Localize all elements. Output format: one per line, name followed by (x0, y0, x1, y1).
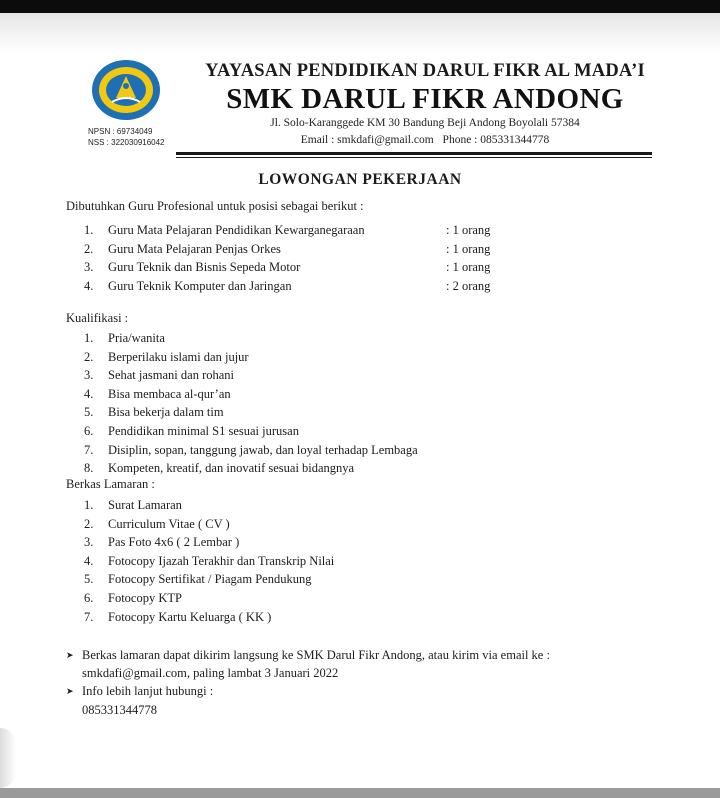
header-rule-thin (176, 157, 652, 158)
school-contact (190, 134, 660, 146)
school-name: SMK DARUL FIKR ANDONG (226, 83, 624, 115)
documents-list (84, 496, 334, 626)
list-item: 2. Curriculum Vitae ( CV ) (84, 516, 230, 531)
school-emblem-icon (90, 58, 162, 122)
contact-phone: 085331344778 (82, 703, 157, 717)
list-item: 5. Fotocopy Sertifikat / Piagam Pendukung (84, 572, 312, 587)
school-address: Jl. Solo-Karanggede KM 30 Bandung Beji Andong Boyolali 57384 (270, 117, 580, 129)
documents-heading: Berkas Lamaran : (66, 477, 155, 491)
positions-list (84, 221, 491, 295)
list-item: 3. Guru Teknik dan Bisnis Sepeda Motor : 1 orang (84, 260, 491, 275)
list-item: 4. Guru Teknik Komputer dan Jaringan : 2 orang (84, 278, 491, 293)
list-item: 7. Disiplin, sopan, tanggung jawab, dan loyal terhadap Lembaga (84, 442, 418, 457)
intro-text: Dibutuhkan Guru Profesional untuk posisi sebagai berikut : (66, 199, 364, 213)
list-item: 2. Berperilaku islami dan jujur (84, 349, 249, 364)
list-item: 1. Surat Lamaran (84, 498, 182, 512)
submission-deadline: smkdafi@gmail.com, paling lambat 3 Januari 2022 (82, 666, 339, 680)
foundation-name: YAYASAN PENDIDIKAN DARUL FIKR AL MADA’I (205, 61, 645, 81)
email-text: Email : smkdafi@gmail.com (300, 134, 434, 146)
arrow-bullet-icon: ➤ (66, 686, 74, 696)
qualifications-list (84, 329, 418, 478)
list-item: 4. Bisa membaca al-qur’an (84, 386, 231, 401)
list-item: 5. Bisa bekerja dalam tim (84, 405, 224, 420)
top-shadow (0, 13, 720, 53)
submission-note: ➤ Berkas lamaran dapat dikirim langsung ke SMK Darul Fikr Andong, atau kirim via email ke : (66, 648, 550, 662)
school-ids (88, 126, 165, 148)
qualifications-heading: Kualifikasi : (66, 311, 129, 325)
list-item: 6. Pendidikan minimal S1 sesuai jurusan (84, 423, 299, 438)
list-item: 6. Fotocopy KTP (84, 590, 182, 605)
nss-text: NSS : 322030916042 (88, 138, 165, 147)
status-bar (0, 0, 720, 13)
list-item: 7. Fotocopy Kartu Keluarga ( KK ) (84, 609, 272, 624)
list-item: 8. Kompeten, kreatif, dan inovatif sesuai bidangnya (84, 461, 355, 476)
page-edge-shadow (0, 728, 16, 788)
bottom-bar (0, 788, 720, 798)
page-title: LOWONGAN PEKERJAAN (258, 171, 462, 188)
list-item: 4. Fotocopy Ijazah Terakhir dan Transkrip Nilai (84, 553, 335, 568)
info-note: ➤ Info lebih lanjut hubungi : (66, 684, 214, 698)
npsn-text: NPSN : 69734049 (88, 127, 153, 136)
header-rule-thick (176, 152, 652, 155)
list-item: 1. Guru Mata Pelajaran Pendidikan Kewarganegaraan : 1 orang (84, 223, 491, 237)
list-item: 1. Pria/wanita (84, 331, 165, 345)
arrow-bullet-icon: ➤ (66, 650, 74, 660)
list-item: 3. Sehat jasmani dan rohani (84, 368, 235, 383)
list-item: 2. Guru Mata Pelajaran Penjas Orkes : 1 orang (84, 241, 491, 256)
phone-text: Phone : 085331344778 (442, 134, 550, 146)
list-item: 3. Pas Foto 4x6 ( 2 Lembar ) (84, 535, 240, 550)
